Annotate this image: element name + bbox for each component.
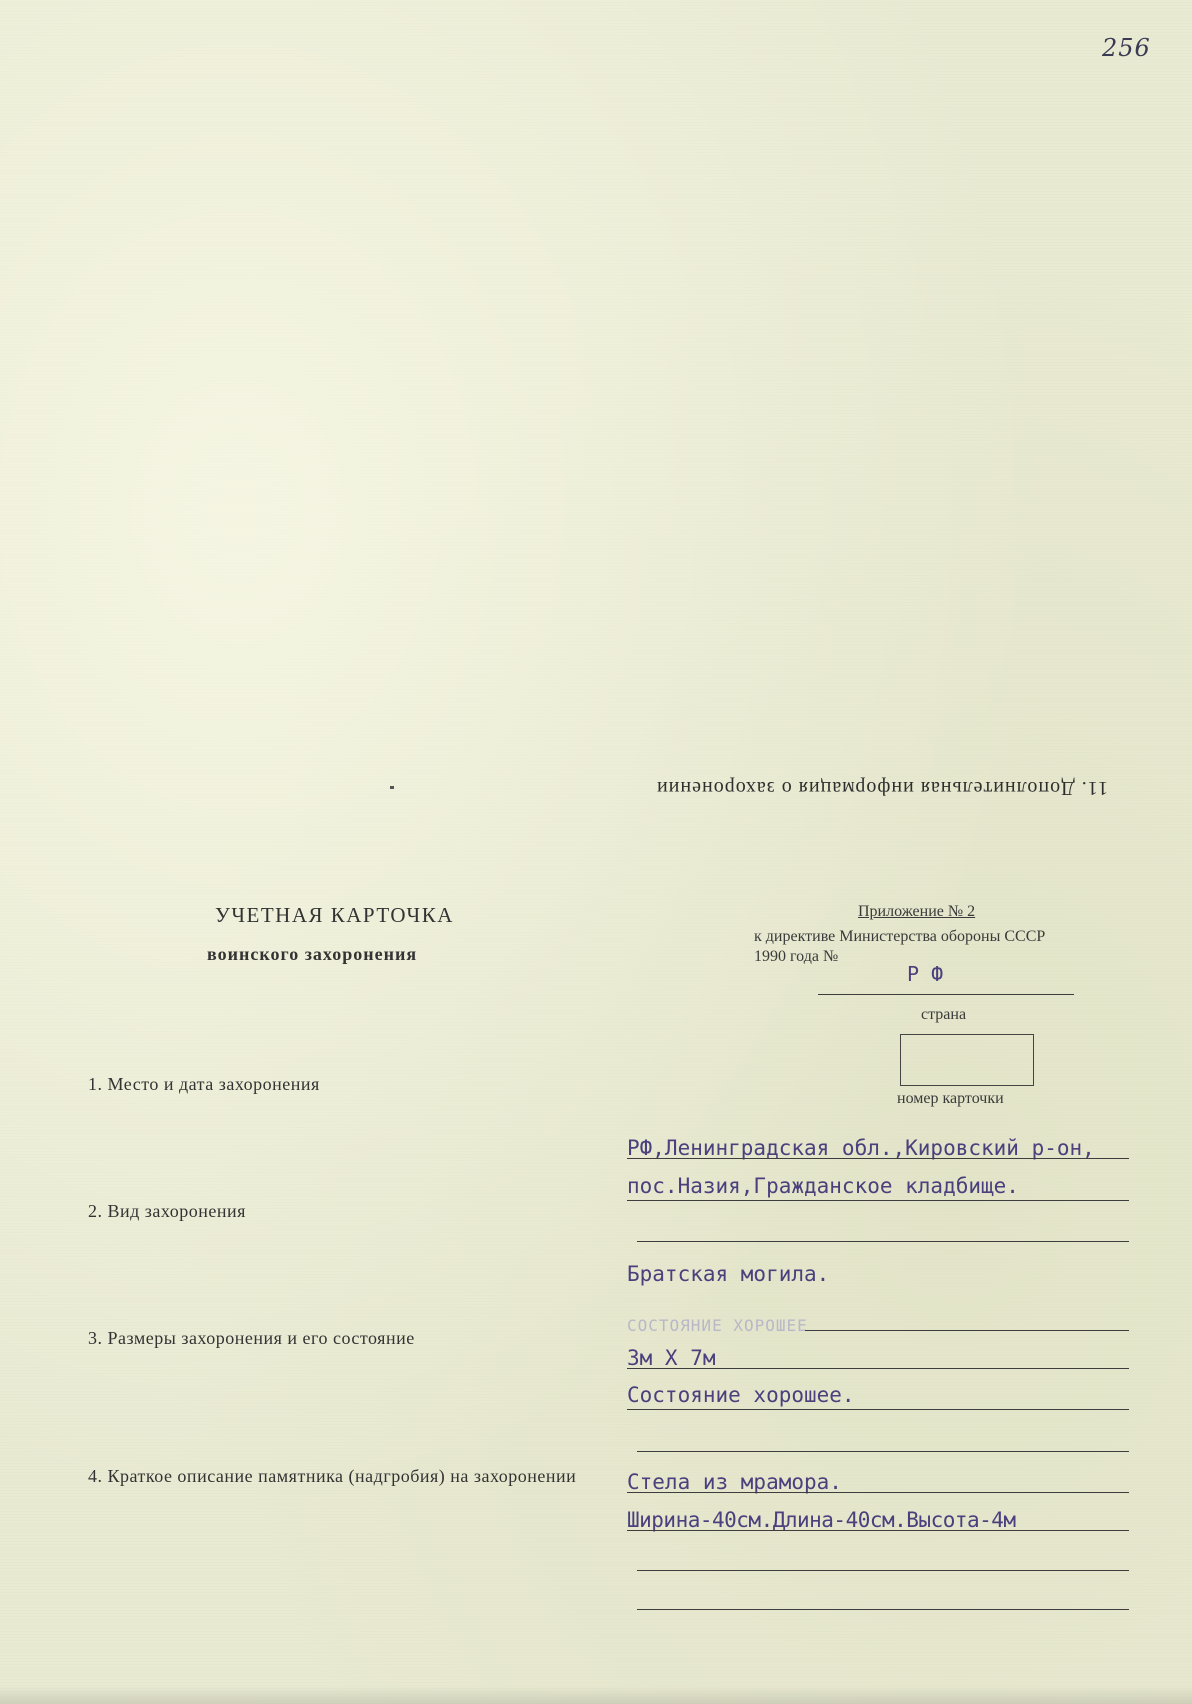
field-1-rule-1: [627, 1158, 1129, 1159]
country-line: [818, 994, 1074, 995]
dot-mark: [390, 786, 394, 789]
field-4-rule-3: [637, 1570, 1129, 1571]
appendix-label: Приложение № 2: [858, 903, 976, 920]
card-number-box: [900, 1034, 1034, 1086]
field-3-rule-2: [627, 1368, 1129, 1369]
field-1-line-1: РФ,Ленинградская обл.,Кировский р-он,: [627, 1136, 1095, 1160]
paper-bottom-edge: [0, 1686, 1192, 1704]
field-4-rule-2: [627, 1530, 1129, 1531]
field-4-label: 4. Краткое описание памятника (надгробия) на захоронении: [88, 1466, 577, 1486]
field-4-rule-1: [627, 1492, 1129, 1493]
page-number: 256: [1102, 34, 1151, 62]
field-4-line-1: Стела из мрамора.: [627, 1470, 842, 1494]
field-3-line-3: Состояние хорошее.: [627, 1383, 855, 1407]
field-3-line-2: 3м Х 7м: [627, 1346, 716, 1370]
field-4-rule-4: [637, 1609, 1129, 1610]
directive-line-2: 1990 года №: [754, 948, 839, 965]
reverse-side-heading: 11. Дополнительная информация о захоронении: [656, 777, 1108, 799]
field-4-line-2: Ширина-40см.Длина-40см.Высота-4м: [627, 1508, 1016, 1532]
field-1-rule-3: [637, 1241, 1129, 1242]
field-1-label: 1. Место и дата захоронения: [88, 1074, 320, 1094]
country-value: Р Ф: [907, 962, 944, 986]
card-number-caption: номер карточки: [897, 1090, 1004, 1107]
field-3-faded-text: СОСТОЯНИЕ ХОРОШЕЕ: [627, 1316, 808, 1335]
field-3-rule-1: [805, 1330, 1129, 1331]
country-caption: страна: [921, 1006, 967, 1023]
field-1-line-2: пос.Назия,Гражданское кладбище.: [627, 1174, 1019, 1198]
field-3-label: 3. Размеры захоронения и его состояние: [88, 1328, 415, 1348]
directive-line-1: к директиве Министерства обороны СССР: [754, 928, 1046, 945]
field-2-label: 2. Вид захоронения: [88, 1201, 246, 1221]
field-3-rule-4: [637, 1451, 1129, 1452]
field-2-line-1: Братская могила.: [627, 1262, 830, 1286]
card-subtitle: воинского захоронения: [207, 944, 418, 964]
card-title: УЧЕТНАЯ КАРТОЧКА: [215, 903, 454, 927]
field-1-rule-2: [627, 1200, 1129, 1201]
field-3-rule-3: [627, 1409, 1129, 1410]
